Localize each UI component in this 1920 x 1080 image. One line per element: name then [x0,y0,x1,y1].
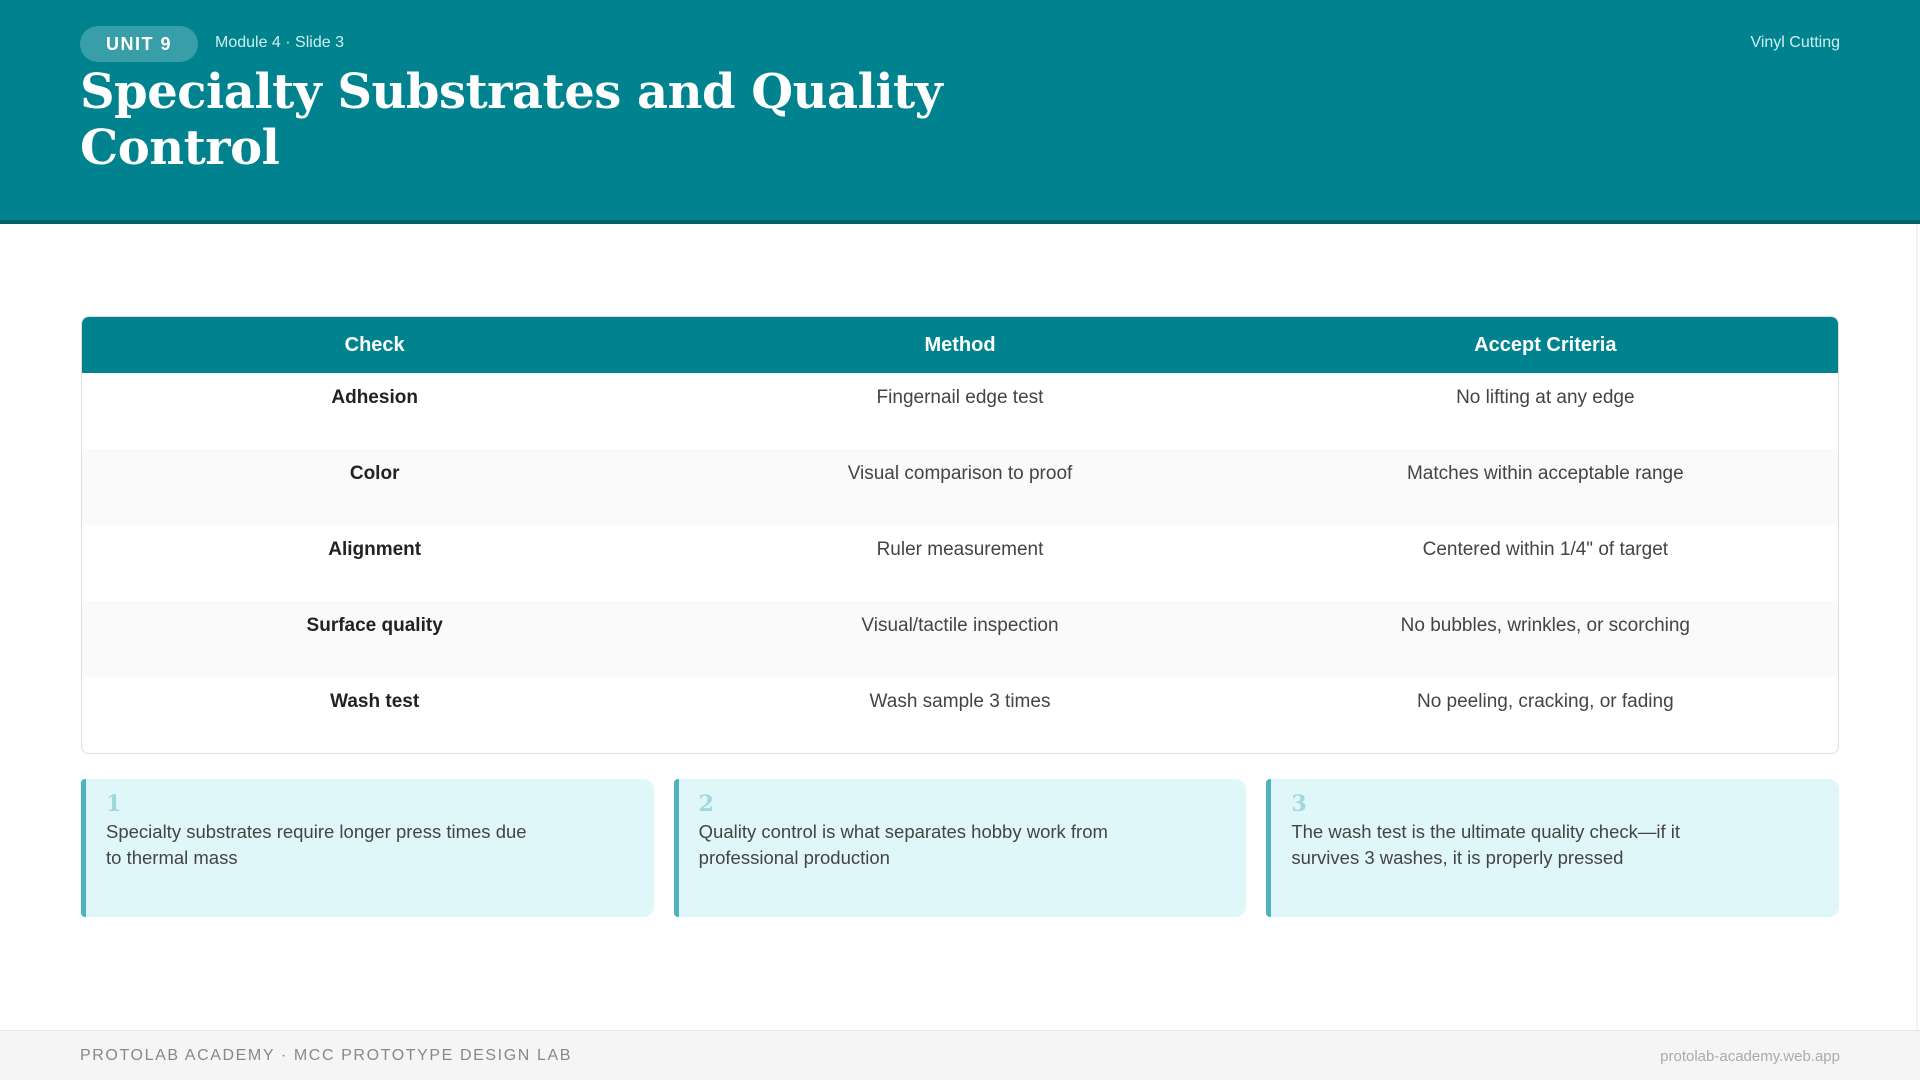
check-cell: Alignment [328,539,422,560]
column-header-check: Check [344,333,405,356]
footer-org: PROTOLAB ACADEMY · MCC PROTOTYPE DESIGN LAB [80,1047,573,1064]
topic-label: Vinyl Cutting [1750,34,1840,51]
card-text: Quality control is what separates hobby work from professional production [698,821,1108,868]
key-point-card [1266,779,1839,917]
check-cell: Adhesion [331,387,418,408]
table-row [82,601,1838,677]
card-text: The wash test is the ultimate quality check—if it survives 3 washes, it is properly pressed [1291,821,1681,868]
method-cell: Ruler measurement [876,539,1044,560]
table-header [82,317,1838,373]
card-number: 3 [1291,791,1307,817]
criteria-cell: No lifting at any edge [1456,387,1635,408]
criteria-cell: No bubbles, wrinkles, or scorching [1400,615,1690,636]
page-title: Specialty Substrates and Quality Control [80,64,943,176]
criteria-cell: Matches within acceptable range [1406,463,1684,484]
method-cell: Visual/tactile inspection [861,615,1059,636]
key-points [81,779,1839,917]
slide-header [0,0,1920,224]
key-point-card [81,779,654,917]
check-cell: Surface quality [306,615,443,636]
quality-table [81,316,1839,754]
card-number: 1 [106,791,122,817]
criteria-cell: Centered within 1/4" of target [1422,539,1669,560]
table-row [82,677,1838,753]
check-cell: Color [349,463,400,484]
method-cell: Fingernail edge test [876,387,1044,408]
column-header-criteria: Accept Criteria [1474,333,1617,356]
column-header-method: Method [924,333,996,356]
breadcrumb: Module 4 · Slide 3 [215,34,344,51]
method-cell: Wash sample 3 times [869,691,1051,712]
card-text: Specialty substrates require longer press times due to thermal mass [106,821,527,868]
check-cell: Wash test [330,691,420,712]
method-cell: Visual comparison to proof [847,463,1073,484]
criteria-cell: No peeling, cracking, or fading [1416,691,1674,712]
key-point-card [674,779,1247,917]
card-number: 2 [698,791,714,817]
table-row [82,449,1838,525]
table-row [82,525,1838,601]
unit-badge: UNIT 9 [80,26,198,62]
footer [0,1030,1920,1080]
footer-url: protolab-academy.web.app [1660,1048,1840,1065]
scrollbar[interactable] [1916,224,1918,1030]
table-row [82,373,1838,449]
